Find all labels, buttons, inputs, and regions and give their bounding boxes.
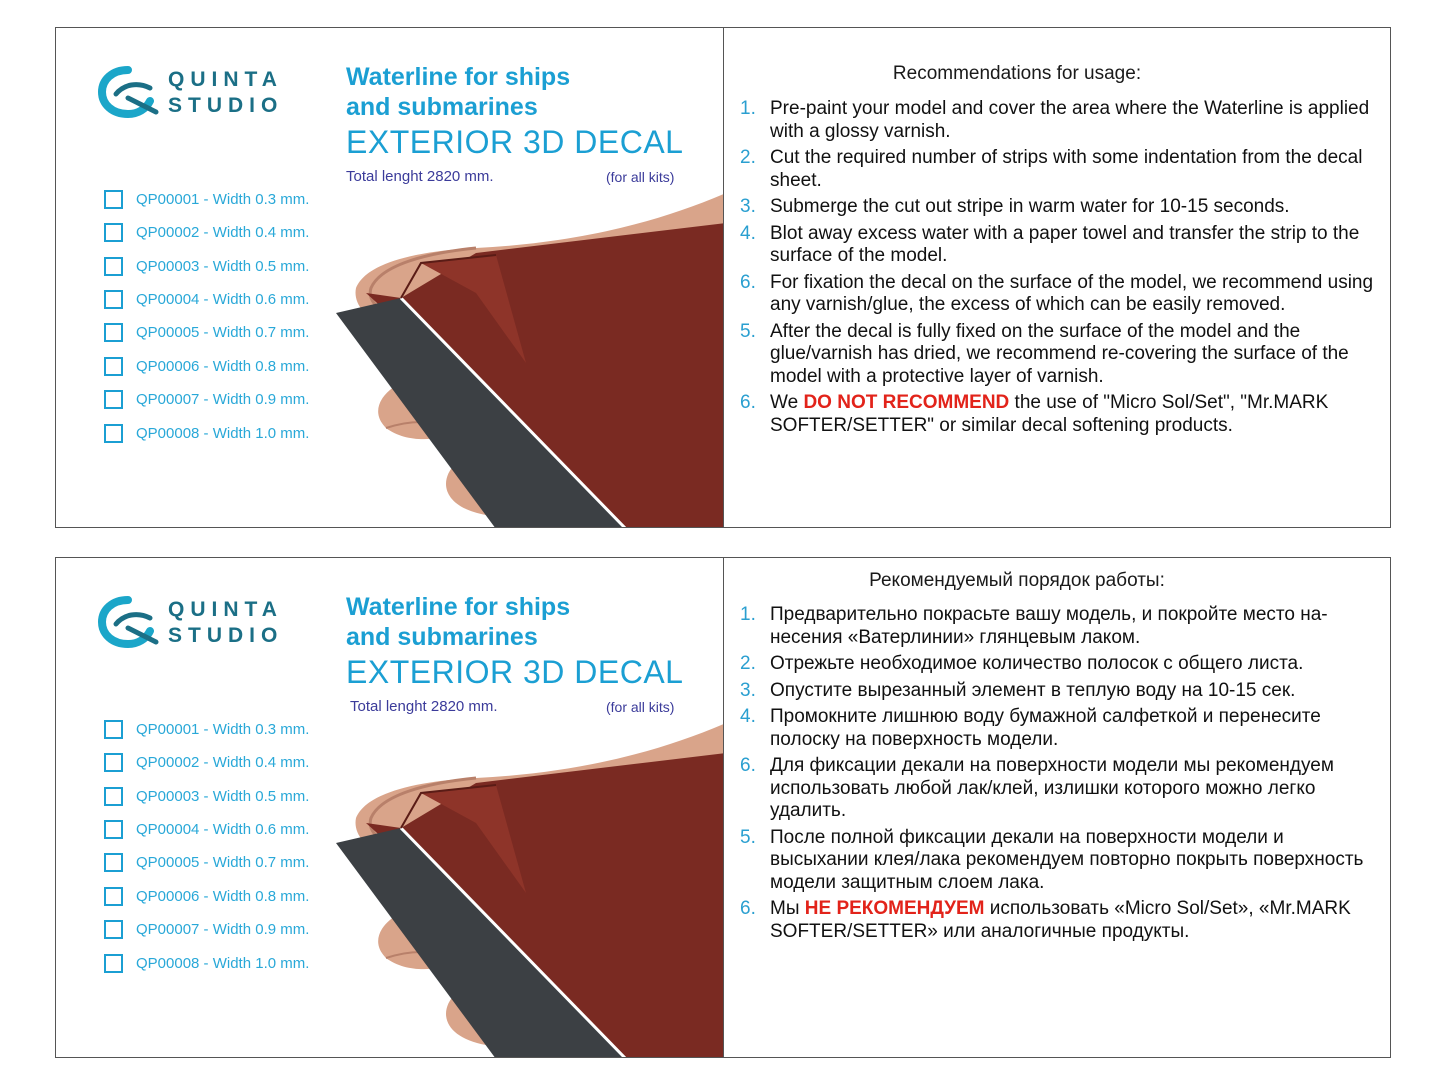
width-option[interactable]	[104, 753, 334, 773]
step-text: После полной фиксации декали на поверхности модели и высыхании клея/лака рекомендуем повторно покрыть поверхность модели защитным слоем лака.	[770, 826, 1364, 893]
width-option[interactable]	[104, 853, 334, 873]
instructions-panel	[724, 28, 1390, 527]
instruction-card-russian	[55, 557, 1391, 1058]
instruction-step	[738, 680, 1378, 703]
step-text: Submerge the cut out stripe in warm water for 10-15 seconds.	[770, 196, 1290, 217]
step-number: 5.	[740, 320, 756, 342]
option-checkbox[interactable]	[104, 920, 123, 939]
option-checkbox[interactable]	[104, 853, 123, 872]
width-option[interactable]	[104, 190, 334, 210]
instruction-step-warning	[738, 898, 1378, 943]
product-title	[346, 62, 570, 122]
step-text-before: We	[770, 392, 804, 413]
step-number: 6.	[740, 271, 756, 293]
logo-word-studio: STUDIO	[168, 94, 284, 117]
instruction-step	[738, 272, 1378, 317]
width-option[interactable]	[104, 257, 334, 277]
total-length: Total lenght 2820 mm.	[346, 168, 494, 185]
quinta-q-logo-icon	[98, 594, 160, 650]
title-line-2: and submarines	[346, 93, 538, 121]
option-label: QP00006 - Width 0.8 mm.	[136, 358, 310, 375]
product-title	[346, 592, 570, 652]
instruction-step-warning	[738, 392, 1378, 437]
step-text: For fixation the decal on the surface of the model, we recommend using any varnish/glue, the excess of which can be easily removed.	[770, 271, 1374, 315]
option-checkbox[interactable]	[104, 753, 123, 772]
step-text: Blot away excess water with a paper towel and transfer the strip to the surface of the model.	[770, 222, 1360, 266]
warning-text: НЕ РЕКОМЕНДУЕМ	[804, 898, 985, 919]
step-number: 6.	[740, 392, 756, 413]
logo-word-studio: STUDIO	[168, 624, 284, 647]
instruction-step	[738, 653, 1378, 676]
instruction-step	[738, 223, 1378, 268]
step-number: 2.	[740, 653, 756, 674]
step-text: Отрежьте необходимое количество полосок с общего листа.	[770, 653, 1304, 674]
width-option[interactable]	[104, 424, 334, 444]
step-number: 1.	[740, 604, 756, 625]
title-line-1: Waterline for ships	[346, 593, 571, 621]
instruction-step	[738, 321, 1378, 389]
option-checkbox[interactable]	[104, 720, 123, 739]
width-option[interactable]	[104, 820, 334, 840]
step-text: Опустите вырезанный элемент в теплую воду на 10-15 сек.	[770, 679, 1296, 701]
step-number: 4.	[740, 222, 756, 244]
option-label: QP00002 - Width 0.4 mm.	[136, 754, 310, 771]
option-label: QP00003 - Width 0.5 mm.	[136, 258, 310, 275]
product-panel	[56, 28, 724, 527]
for-all-kits-note: (for all kits)	[606, 169, 675, 185]
option-label: QP00008 - Width 1.0 mm.	[136, 955, 310, 972]
option-label: QP00003 - Width 0.5 mm.	[136, 788, 310, 805]
hand-holding-hull-photo	[326, 193, 724, 527]
option-checkbox[interactable]	[104, 787, 123, 806]
instruction-steps	[738, 98, 1378, 441]
option-label: QP00007 - Width 0.9 mm.	[136, 391, 310, 408]
step-number: 3.	[740, 679, 756, 701]
option-label: QP00005 - Width 0.7 mm.	[136, 854, 310, 871]
recommendations-title: Recommendations for usage:	[892, 63, 1142, 84]
instruction-step	[738, 604, 1378, 649]
option-label: QP00004 - Width 0.6 mm.	[136, 821, 310, 838]
option-checkbox[interactable]	[104, 223, 123, 242]
step-number: 2.	[740, 147, 756, 168]
width-option[interactable]	[104, 290, 334, 310]
option-checkbox[interactable]	[104, 820, 123, 839]
option-label: QP00001 - Width 0.3 mm.	[136, 721, 310, 738]
logo-word-quinta: QUINTA	[168, 68, 283, 91]
total-length: Total lenght 2820 mm.	[350, 698, 498, 715]
width-option[interactable]	[104, 954, 334, 974]
option-checkbox[interactable]	[104, 323, 123, 342]
step-text-after: использовать «Micro Sol/Set», «Mr.MARK SOFTER/SETTER» или аналогичные продукты.	[770, 898, 1351, 942]
step-text: Предварительно покрасьте вашу модель, и покройте место на-несения «Ватерлинии» глянцевым лаком.	[770, 604, 1328, 648]
recommendations-title: Рекомендуемый порядок работы:	[869, 570, 1165, 591]
width-option[interactable]	[104, 323, 334, 343]
option-label: QP00007 - Width 0.9 mm.	[136, 921, 310, 938]
step-text-after: the use of "Micro Sol/Set", "Mr.MARK SOFTER/SETTER" or similar decal softening products.	[770, 392, 1329, 436]
product-subtitle: EXTERIOR 3D DECAL	[346, 124, 684, 160]
step-number: 4.	[740, 706, 756, 727]
width-option[interactable]	[104, 357, 334, 377]
step-text: After the decal is fully fixed on the surface of the model and the glue/varnish has dried, we recommend re-covering the surface of the model with a protective layer of varnish.	[770, 320, 1349, 387]
option-checkbox[interactable]	[104, 357, 123, 376]
step-number: 3.	[740, 196, 756, 217]
hand-holding-hull-photo	[326, 723, 724, 1057]
warning-text: DO NOT RECOMMEND	[803, 392, 1010, 413]
width-option[interactable]	[104, 720, 334, 740]
step-text-before: Мы	[770, 898, 805, 919]
option-label: QP00004 - Width 0.6 mm.	[136, 291, 310, 308]
instruction-card-english	[55, 27, 1391, 528]
option-label: QP00005 - Width 0.7 mm.	[136, 324, 310, 341]
option-checkbox[interactable]	[104, 257, 123, 276]
option-label: QP00001 - Width 0.3 mm.	[136, 191, 310, 208]
width-option[interactable]	[104, 390, 334, 410]
instructions-panel	[724, 558, 1390, 1057]
step-text: Промокните лишнюю воду бумажной салфеткой и перенесите полоску на поверхность модели.	[770, 706, 1321, 750]
title-line-1: Waterline for ships	[346, 63, 571, 91]
step-number: 1.	[740, 98, 756, 119]
instruction-step	[738, 706, 1378, 751]
option-checkbox[interactable]	[104, 190, 123, 209]
instruction-step	[738, 755, 1378, 823]
option-checkbox[interactable]	[104, 424, 123, 443]
width-option[interactable]	[104, 887, 334, 907]
logo-word-quinta: QUINTA	[168, 598, 283, 621]
instruction-step	[738, 147, 1378, 192]
instruction-steps	[738, 604, 1378, 947]
step-text: Pre-paint your model and cover the area where the Waterline is applied with a glossy varnish.	[770, 98, 1370, 142]
instruction-step	[738, 98, 1378, 143]
step-text: Cut the required number of strips with some indentation from the decal sheet.	[770, 147, 1363, 191]
option-label: QP00006 - Width 0.8 mm.	[136, 888, 310, 905]
step-number: 5.	[740, 826, 756, 848]
option-label: QP00008 - Width 1.0 mm.	[136, 425, 310, 442]
title-line-2: and submarines	[346, 623, 538, 651]
option-label: QP00002 - Width 0.4 mm.	[136, 224, 310, 241]
quinta-studio-logo	[98, 64, 298, 120]
option-checkbox[interactable]	[104, 290, 123, 309]
option-checkbox[interactable]	[104, 390, 123, 409]
step-text: Для фиксации декали на поверхности модели мы рекомендуем использовать любой лак/клей, излишки которого можно легко удалить.	[770, 755, 1334, 821]
product-subtitle: EXTERIOR 3D DECAL	[346, 654, 684, 690]
step-number: 6.	[740, 755, 756, 776]
width-option[interactable]	[104, 223, 334, 243]
instruction-step	[738, 196, 1378, 219]
width-option[interactable]	[104, 787, 334, 807]
quinta-q-logo-icon	[98, 64, 160, 120]
quinta-studio-logo	[98, 594, 298, 650]
option-checkbox[interactable]	[104, 954, 123, 973]
width-option[interactable]	[104, 920, 334, 940]
product-panel	[56, 558, 724, 1057]
for-all-kits-note: (for all kits)	[606, 699, 675, 715]
option-checkbox[interactable]	[104, 887, 123, 906]
instruction-step	[738, 827, 1378, 895]
step-number: 6.	[740, 898, 756, 919]
